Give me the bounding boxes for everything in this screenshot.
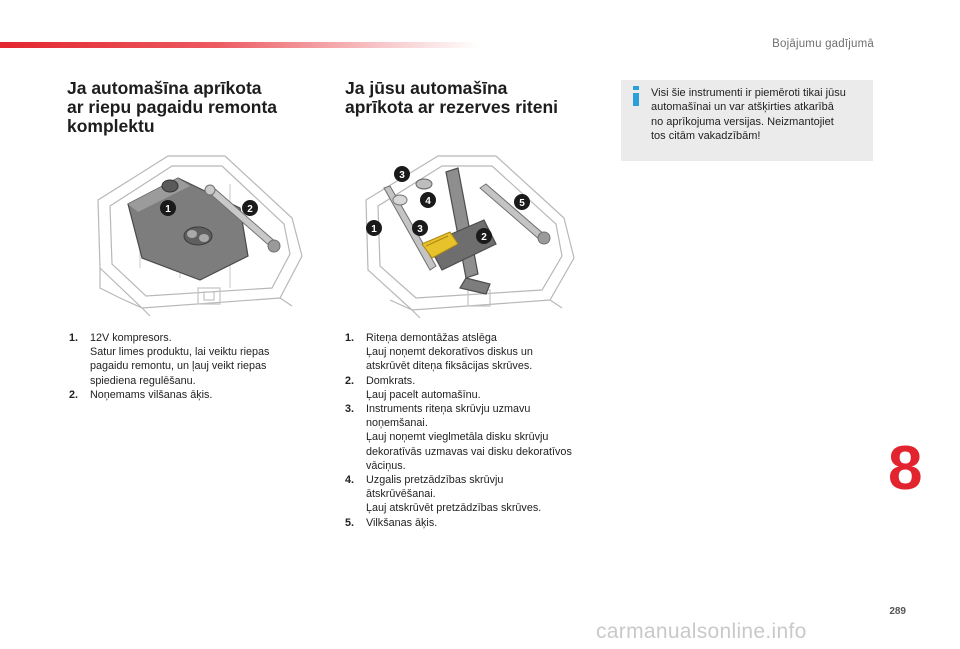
- chapter-title: Bojājumu gadījumā: [772, 38, 874, 50]
- callout-label: 1: [371, 224, 377, 235]
- item-number: 2.: [69, 388, 79, 401]
- item-line: Vilkšanas āķis.: [366, 516, 438, 529]
- item-number: 3.: [345, 403, 355, 416]
- callout-2: [476, 228, 492, 244]
- info-note-box: [621, 80, 873, 161]
- list-item: [345, 374, 610, 402]
- info-line: tos citām vakadzībām!: [651, 130, 761, 143]
- info-line: Visi šie instrumenti ir piemēroti tikai jūsu: [651, 87, 846, 99]
- heading-line: ar riepu pagaidu remonta: [67, 97, 278, 117]
- callout-label: 3: [417, 224, 423, 235]
- item-number: 2.: [345, 374, 355, 387]
- callout-3-bottom: [412, 220, 428, 236]
- repair-kit-figure: [80, 148, 310, 318]
- heading-line: Ja jūsu automašīna: [345, 78, 508, 98]
- callout-1: [160, 200, 176, 216]
- item-number: 1.: [345, 332, 355, 344]
- heading-line: Ja automašīna aprīkota: [67, 78, 262, 98]
- item-line: spiediena regulēšanu.: [90, 374, 196, 387]
- callout-label: 5: [519, 198, 525, 209]
- item-line: Instruments riteņa skrūvju uzmavu: [366, 403, 531, 416]
- item-line: Riteņa demontāžas atslēga: [366, 332, 497, 344]
- left-section-heading: [67, 79, 277, 136]
- top-accent-bar: [0, 42, 480, 48]
- item-line: dekoratīvās uzmavas vai disku dekoratīvos: [366, 445, 572, 458]
- callout-1: [366, 220, 382, 236]
- heading-line: aprīkota ar rezerves riteni: [345, 97, 559, 117]
- item-line: Domkrats.: [366, 374, 416, 387]
- item-line: vāciņus.: [366, 459, 406, 472]
- item-line: Noņemams vilšanas āķis.: [90, 388, 213, 401]
- list-item: [69, 331, 309, 388]
- list-item: [345, 402, 610, 473]
- item-line: Satur limes produktu, lai veiktu riepas: [90, 346, 270, 359]
- item-number: 5.: [345, 516, 355, 529]
- callout-label: 2: [481, 232, 487, 243]
- callout-label: 2: [247, 204, 253, 215]
- item-line: Ļauj noņemt dekoratīvos diskus un: [366, 346, 533, 359]
- info-line: automašīnai un var atšķirties atkarībā: [651, 101, 834, 114]
- callout-4: [420, 192, 436, 208]
- item-line: 12V kompresors.: [90, 332, 172, 344]
- item-line: ātskrūvēšanai.: [366, 488, 436, 501]
- item-line: pagaidu remontu, un ļauj veikt riepas: [90, 360, 267, 373]
- info-icon: [630, 86, 642, 106]
- left-item-list: [69, 331, 309, 402]
- heading-line: komplektu: [67, 116, 155, 136]
- list-item: [69, 388, 309, 402]
- item-line: Ļauj pacelt automašīnu.: [366, 388, 481, 401]
- info-line: no aprīkojuma versijas. Neizmantojiet: [651, 115, 834, 128]
- callout-2: [242, 200, 258, 216]
- spare-wheel-tools-figure: [350, 148, 585, 320]
- callout-3-top: [394, 166, 410, 182]
- page-number: 289: [889, 606, 906, 617]
- callout-label: 3: [399, 170, 405, 181]
- list-item: [345, 473, 610, 516]
- callout-label: 4: [425, 196, 431, 207]
- item-line: Uzgalis pretzādzības skrūvju: [366, 474, 504, 487]
- chapter-number: 8: [888, 434, 923, 503]
- item-line: Ļauj atskrūvēt pretzādzības skrūves.: [366, 502, 542, 515]
- callout-5: [514, 194, 530, 210]
- list-item: [345, 331, 610, 374]
- middle-item-list: [345, 331, 610, 530]
- item-line: noņemšanai.: [366, 417, 428, 430]
- callout-label: 1: [165, 204, 171, 215]
- watermark: carmanualsonline.info: [596, 620, 807, 643]
- item-number: 1.: [69, 332, 79, 344]
- item-number: 4.: [345, 474, 355, 487]
- item-line: atskrūvēt diteņa fiksācijas skrūves.: [366, 360, 533, 373]
- item-line: Ļauj noņemt vieglmetāla disku skrūvju: [366, 431, 549, 444]
- middle-section-heading: [345, 79, 558, 117]
- list-item: [345, 516, 610, 530]
